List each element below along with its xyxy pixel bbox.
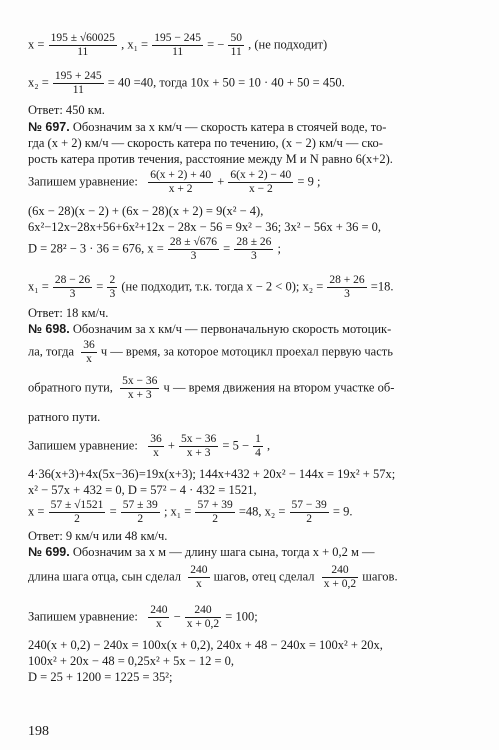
text: ч — время движения на втором участке об- bbox=[163, 380, 395, 395]
numerator: 5x − 36 bbox=[181, 433, 217, 445]
text: = 9 ; bbox=[297, 174, 321, 189]
problem-698-line-3 bbox=[28, 375, 394, 402]
fraction bbox=[49, 499, 106, 526]
numerator: 50 bbox=[230, 32, 242, 44]
denominator: x + 3 bbox=[186, 447, 211, 459]
text: Запишем уравнение: bbox=[28, 438, 138, 453]
denominator: x bbox=[153, 447, 159, 459]
answer-698: Ответ: 9 км/ч или 48 км/ч. bbox=[28, 529, 168, 543]
denominator: 2 bbox=[212, 513, 218, 525]
fraction bbox=[148, 433, 164, 460]
numerator: 1 bbox=[255, 433, 261, 445]
text: = 40 =40, тогда 10x + 50 = 10 · 40 + 50 = 450. bbox=[107, 75, 345, 90]
line-697-2: 6x²−12x−28x+56+6x²+12x − 28x − 56 = 9x² − 36; 3x² − 56x + 36 = 0, bbox=[28, 220, 382, 234]
fraction bbox=[121, 499, 160, 526]
denominator: x + 0,2 bbox=[323, 578, 357, 590]
denominator: 11 bbox=[72, 84, 84, 96]
numerator: 36 bbox=[150, 433, 162, 445]
text: , (не подходит) bbox=[248, 37, 328, 52]
line-699-2: 100x² + 20x − 48 = 0,25x² + 5x − 12 = 0, bbox=[28, 654, 235, 668]
text: Запишем уравнение: bbox=[28, 609, 138, 624]
text: = 9. bbox=[332, 504, 353, 519]
text: ч — время, за которое мотоцикл проехал первую часть bbox=[100, 344, 393, 359]
text: = 5 − bbox=[222, 438, 249, 453]
fraction bbox=[253, 433, 263, 460]
fraction bbox=[81, 339, 97, 366]
problem-697-line-3: рость катера против течения, расстояние между M и N равно 6(x+2). bbox=[28, 152, 393, 166]
text: − bbox=[173, 609, 181, 624]
denominator: x bbox=[86, 353, 92, 365]
denominator: 3 bbox=[344, 288, 350, 300]
text: =18. bbox=[370, 279, 394, 294]
text: x = bbox=[28, 504, 45, 519]
problem-number: № 697. bbox=[28, 120, 70, 134]
fraction bbox=[179, 433, 218, 460]
line-roots-1 bbox=[28, 32, 327, 59]
denominator: 2 bbox=[74, 513, 80, 525]
denominator: x + 0,2 bbox=[186, 618, 220, 630]
numerator: 28 − 26 bbox=[54, 274, 91, 286]
denominator: 3 bbox=[69, 288, 76, 300]
text: ; bbox=[277, 241, 281, 256]
fraction bbox=[148, 169, 213, 196]
text: = 100; bbox=[225, 609, 258, 624]
numerator: 240 bbox=[185, 604, 221, 618]
denominator: 3 bbox=[250, 250, 257, 262]
denominator: 3 bbox=[190, 250, 197, 262]
problem-697-line-1 bbox=[28, 120, 386, 135]
text: = bbox=[96, 279, 104, 294]
fraction bbox=[152, 32, 203, 59]
problem-699-line-1 bbox=[28, 545, 375, 560]
denominator: 4 bbox=[255, 447, 261, 459]
equation-699 bbox=[28, 604, 258, 631]
equation-698 bbox=[28, 433, 270, 460]
text: Запишем уравнение: bbox=[28, 174, 138, 189]
line-698-3 bbox=[28, 499, 352, 526]
fraction bbox=[234, 236, 273, 263]
numerator: 57 ± 39 bbox=[122, 499, 158, 511]
text: =48, x₂ = bbox=[238, 504, 286, 519]
text: = bbox=[109, 504, 117, 519]
fraction bbox=[228, 32, 244, 59]
text: + bbox=[217, 174, 225, 189]
line-699-3: D = 25 + 1200 = 1225 = 35²; bbox=[28, 670, 173, 684]
text: длина шага отца, сын сделал bbox=[28, 569, 182, 584]
text: x₂ = bbox=[28, 75, 49, 90]
numerator: 5x − 36 bbox=[122, 375, 158, 387]
text: x₂ = bbox=[302, 279, 324, 294]
text: шагов, отец сделал bbox=[213, 569, 315, 584]
numerator: 57 − 39 bbox=[291, 499, 327, 511]
numerator: 57 + 39 bbox=[197, 499, 233, 511]
denominator: x bbox=[155, 618, 162, 630]
denominator: 3 bbox=[109, 288, 116, 300]
numerator: 36 bbox=[83, 339, 95, 351]
denominator: 2 bbox=[306, 513, 313, 525]
line-698-1: 4·36(x+3)+4x(5x−36)=19x(x+3); 144x+432 + 20x² − 144x = 19x² + 57x; bbox=[28, 467, 396, 481]
text: ла, тогда bbox=[28, 344, 74, 359]
problem-number: № 698. bbox=[28, 322, 70, 336]
fraction bbox=[148, 604, 169, 631]
fraction bbox=[107, 274, 117, 301]
denominator: 2 bbox=[137, 513, 144, 525]
numerator: 6(x + 2) + 40 bbox=[150, 169, 212, 181]
numerator: 240 bbox=[150, 604, 168, 616]
text: Обозначим за x м — длину шага сына, тогда x + 0,2 м — bbox=[72, 545, 375, 559]
numerator: 195 + 245 bbox=[54, 70, 102, 82]
fraction bbox=[290, 499, 329, 526]
denominator: 11 bbox=[77, 46, 89, 58]
text: Обозначим за x км/ч — скорость катера в стоячей воде, то- bbox=[72, 120, 387, 134]
text: , bbox=[267, 438, 271, 453]
line-697-4 bbox=[28, 274, 393, 301]
fraction bbox=[185, 604, 221, 631]
fraction bbox=[120, 375, 159, 402]
numerator: 195 ± √60025 bbox=[50, 32, 115, 44]
line-699-1: 240(x + 0,2) − 240x = 100x(x + 0,2), 240x + 48 − 240x = 100x² + 20x, bbox=[28, 638, 383, 652]
fraction bbox=[168, 236, 219, 263]
text: x = bbox=[28, 37, 45, 52]
numerator: 28 ± 26 bbox=[236, 236, 272, 248]
text: = bbox=[223, 241, 231, 256]
numerator: 28 ± √676 bbox=[169, 236, 218, 248]
line-roots-2 bbox=[28, 70, 345, 97]
fraction bbox=[327, 274, 366, 301]
denominator: x − 2 bbox=[248, 183, 273, 195]
problem-698-line-2 bbox=[28, 339, 393, 366]
fraction bbox=[322, 564, 358, 591]
answer-697: Ответ: 18 км/ч. bbox=[28, 306, 109, 320]
denominator: x + 2 bbox=[168, 183, 193, 195]
numerator: 2 bbox=[109, 274, 116, 286]
numerator: 195 − 245 bbox=[154, 32, 201, 44]
numerator: 240 bbox=[322, 564, 358, 578]
text: x₁ = bbox=[28, 279, 49, 294]
text: = − bbox=[207, 37, 225, 52]
fraction bbox=[228, 169, 293, 196]
numerator: 6(x + 2) − 40 bbox=[230, 169, 292, 181]
text: + bbox=[167, 438, 175, 453]
text: (не подходит, т.к. тогда x − 2 < 0); bbox=[121, 279, 300, 294]
fraction bbox=[53, 70, 104, 97]
text: ; x₁ = bbox=[163, 504, 192, 519]
line-697-1: (6x − 28)(x − 2) + (6x − 28)(x + 2) = 9(x² − 4), bbox=[28, 204, 264, 218]
equation-697 bbox=[28, 169, 320, 196]
denominator: 11 bbox=[230, 46, 242, 58]
line-698-2: x² − 57x + 432 = 0, D = 57² − 4 · 432 = 1521, bbox=[28, 483, 257, 497]
problem-number: № 699. bbox=[28, 545, 70, 559]
text: обратного пути, bbox=[28, 380, 113, 395]
text: , x₁ = bbox=[121, 37, 149, 52]
problem-698-line-1 bbox=[28, 322, 391, 337]
page-number: 198 bbox=[28, 724, 49, 739]
fraction bbox=[53, 274, 92, 301]
fraction bbox=[195, 499, 234, 526]
fraction bbox=[49, 32, 117, 59]
problem-697-line-2: гда (x + 2) км/ч — скорость катера по течению, (x − 2) км/ч — ско- bbox=[28, 136, 383, 150]
line-697-3 bbox=[28, 236, 281, 263]
denominator: 11 bbox=[172, 46, 184, 58]
text: Обозначим за x км/ч — первоначальную скорость мотоцик- bbox=[72, 322, 392, 336]
fraction bbox=[188, 564, 209, 591]
numerator: 240 bbox=[190, 564, 208, 576]
text: D = 28² − 3 · 36 = 676, x = bbox=[28, 241, 164, 256]
numerator: 28 + 26 bbox=[329, 274, 365, 286]
text: шагов. bbox=[362, 569, 398, 584]
numerator: 57 ± √1521 bbox=[50, 499, 104, 511]
answer-696: Ответ: 450 км. bbox=[28, 103, 105, 117]
problem-699-line-2 bbox=[28, 564, 398, 591]
problem-698-line-4: ратного пути. bbox=[28, 410, 101, 424]
denominator: x + 3 bbox=[127, 389, 152, 401]
denominator: x bbox=[196, 578, 202, 590]
